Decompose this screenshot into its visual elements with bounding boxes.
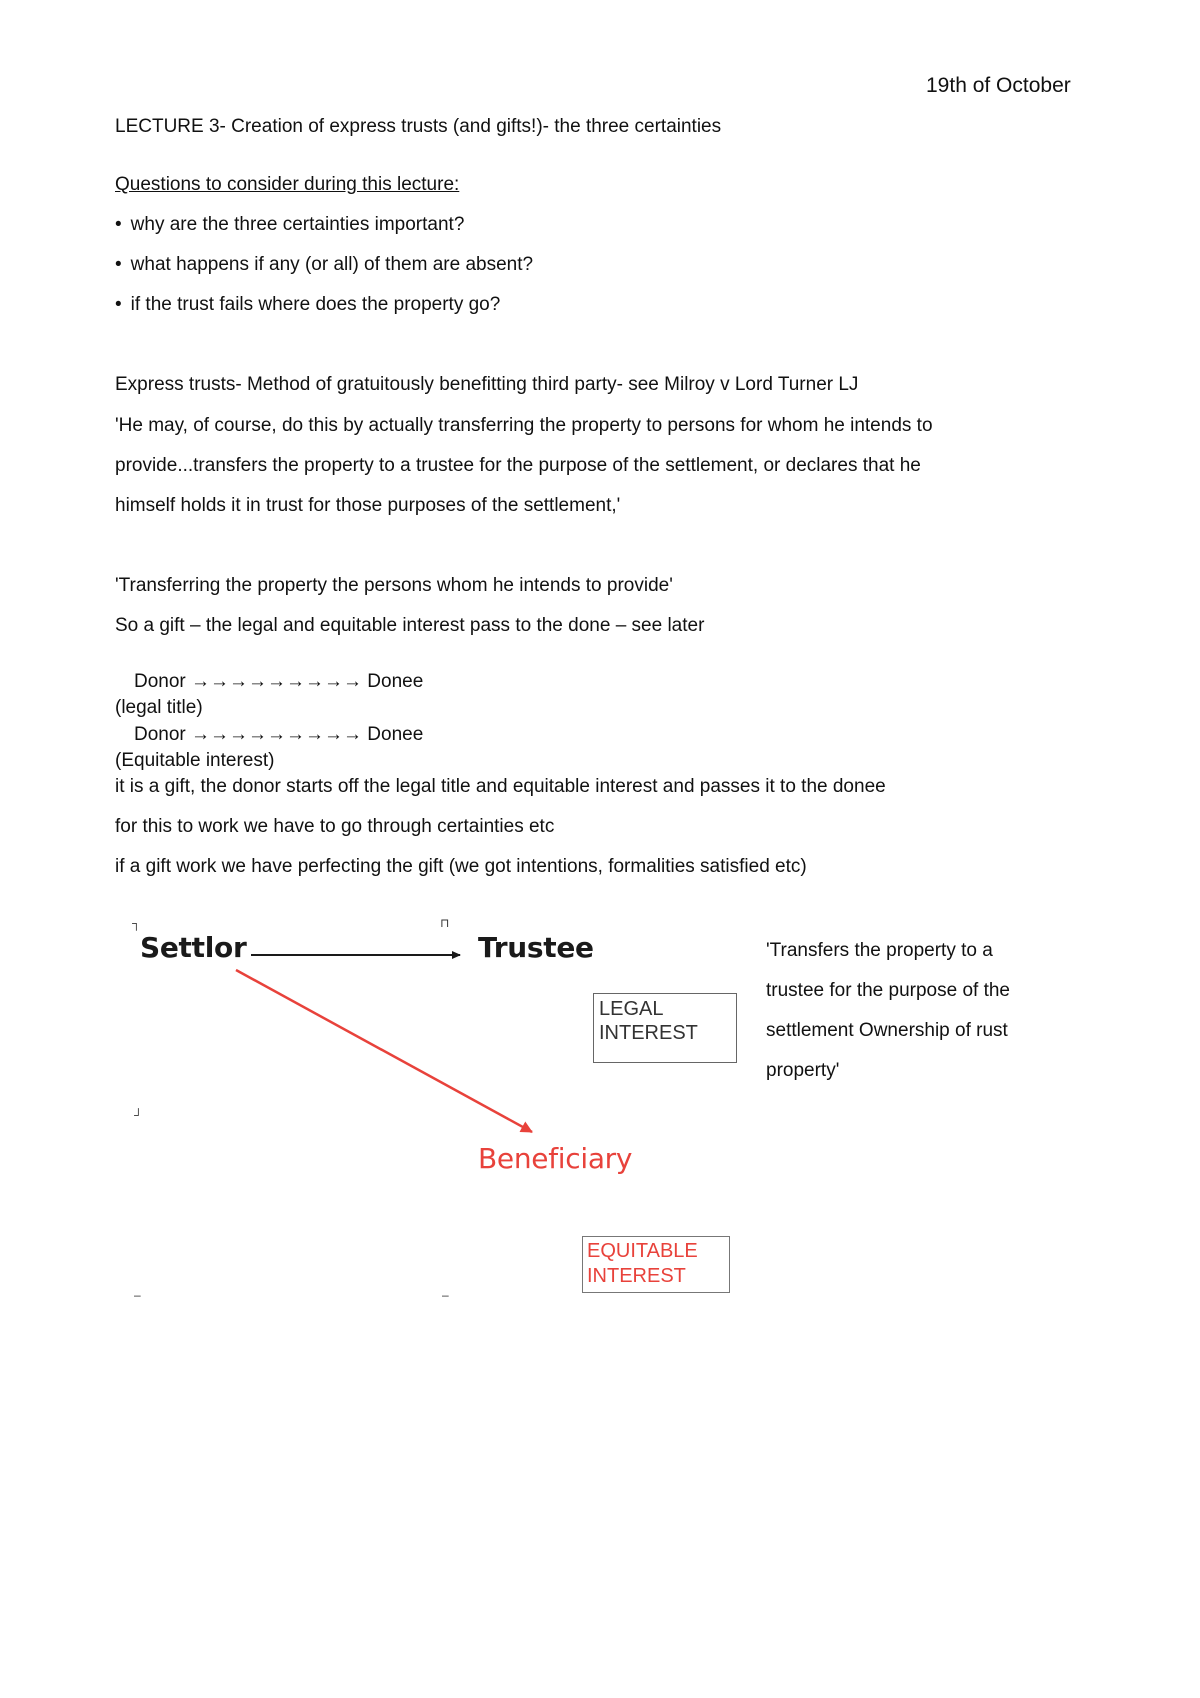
donor-donee-equitable: Donor →→→→→→→→→ Donee	[134, 724, 424, 745]
gift-explanation: So a gift – the legal and equitable interest pass to the done – see later	[115, 615, 705, 636]
settlor-to-beneficiary-arrow	[236, 970, 532, 1132]
date-header: 19th of October	[926, 74, 1071, 97]
equitable-interest-line-2: INTEREST	[587, 1265, 686, 1287]
settlor-node: Settlor	[140, 931, 247, 964]
lecture-title: LECTURE 3- Creation of express trusts (and gifts!)- the three certainties	[115, 116, 722, 137]
gift-note-3: if a gift work we have perfecting the gift (we got intentions, formalities satisfied etc)	[115, 856, 807, 877]
corner-mark-mid-left: ┘	[134, 1108, 143, 1122]
side-quote-line-4: property'	[766, 1060, 840, 1081]
side-quote-line-3: settlement Ownership of rust	[766, 1020, 1008, 1041]
question-text: why are the three certainties important?	[130, 214, 465, 235]
corner-mark-bottom-left: –	[134, 1288, 141, 1302]
bullet-icon: •	[115, 214, 122, 235]
trustee-node: Trustee	[478, 931, 594, 964]
legal-title-label: (legal title)	[115, 697, 203, 718]
corner-mark-top-right: ⊓	[440, 916, 450, 930]
equitable-interest-box	[582, 1236, 730, 1293]
legal-interest-line-2: INTEREST	[599, 1022, 698, 1044]
side-quote-line-2: trustee for the purpose of the	[766, 980, 1010, 1001]
question-text: what happens if any (or all) of them are absent?	[130, 254, 534, 275]
question-text: if the trust fails where does the property go?	[130, 294, 501, 315]
legal-interest-box	[593, 993, 737, 1063]
gift-note-2: for this to work we have to go through certainties etc	[115, 816, 555, 837]
milroy-quote-line-2: provide...transfers the property to a trustee for the purpose of the settlement, or declares that he	[115, 455, 921, 476]
bullet-icon: •	[115, 294, 122, 315]
beneficiary-node: Beneficiary	[478, 1142, 633, 1175]
gift-note-1: it is a gift, the donor starts off the legal title and equitable interest and passes it to the donee	[115, 776, 886, 797]
bullet-icon: •	[115, 254, 122, 275]
corner-mark-bottom-right: –	[442, 1288, 449, 1302]
side-quote-line-1: 'Transfers the property to a	[766, 940, 993, 961]
donor-donee-legal: Donor →→→→→→→→→ Donee	[134, 671, 424, 692]
questions-heading: Questions to consider during this lecture:	[115, 174, 460, 195]
corner-mark-top-left: ┐	[132, 916, 141, 930]
legal-interest-line-1: LEGAL	[599, 998, 664, 1020]
equitable-interest-line-1: EQUITABLE	[587, 1240, 698, 1262]
milroy-quote-line-3: himself holds it in trust for those purposes of the settlement,'	[115, 495, 621, 516]
milroy-quote-line-1: 'He may, of course, do this by actually transferring the property to persons for whom he intends to	[115, 415, 933, 436]
express-trusts-line: Express trusts- Method of gratuitously benefitting third party- see Milroy v Lord Turner LJ	[115, 374, 859, 395]
equitable-interest-label: (Equitable interest)	[115, 750, 275, 771]
gift-quote: 'Transferring the property the persons whom he intends to provide'	[115, 575, 673, 596]
